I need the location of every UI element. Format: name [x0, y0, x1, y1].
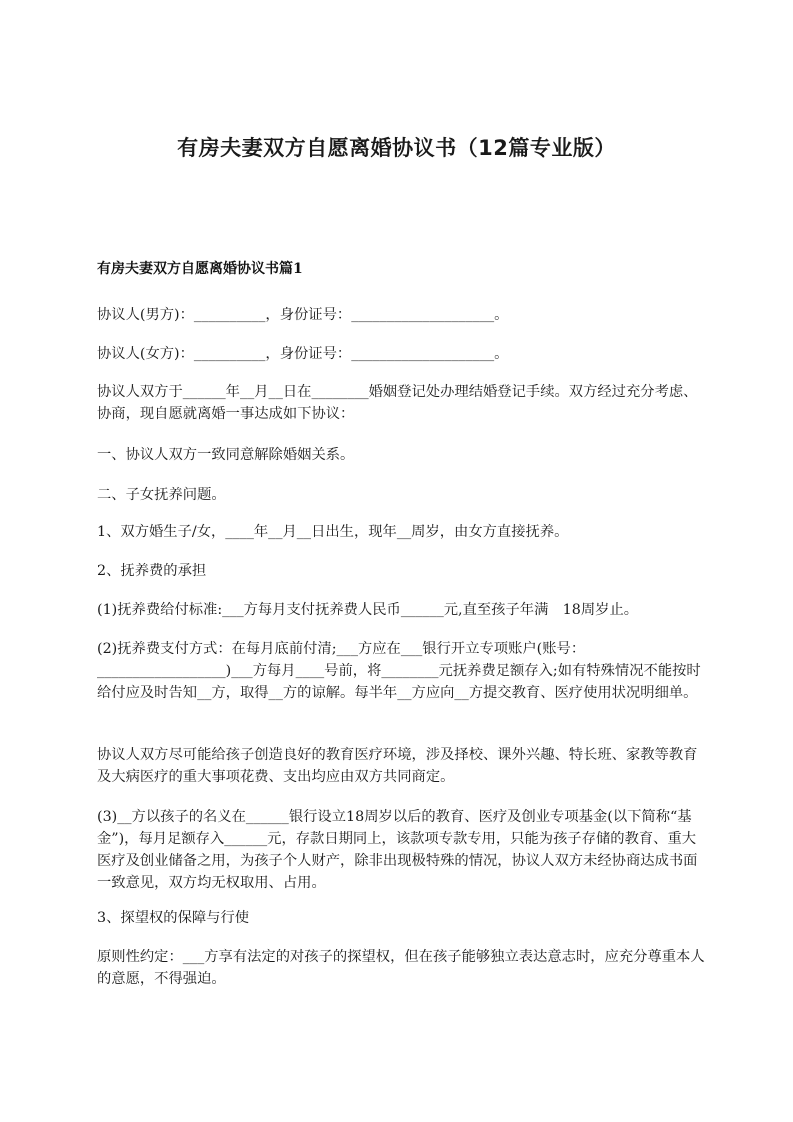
- paragraph-visitation-heading: 3、探望权的保障与行使: [97, 910, 250, 926]
- paragraph-fund: (3)__方以孩子的名义在______银行设立18周岁以后的教育、医疗及创业专项基金(以下简称“基金”)，每月足额存入______元，存款日期同上，该款项专款专用，只能为孩子存储的教育、重大医疗及创业储备之用，为孩子个人财产，除非出现极特殊的情况，协议人双方未经协商达成书面一致意见，双方均无权取用、占用。: [97, 809, 698, 891]
- document-title: 有房夫妻双方自愿离婚协议书（12篇专业版）: [177, 136, 616, 160]
- paragraph-visitation-principle: 原则性约定：___方享有法定的对孩子的探望权，但在孩子能够独立表达意志时，应充分尊重本人的意愿，不得强迫。: [97, 949, 705, 987]
- paragraph-male-party: 协议人(男方)：__________，身份证号：____________________。: [97, 307, 509, 323]
- paragraph-education-environment: 协议人双方尽可能给孩子创造良好的教育医疗环境，涉及择校、课外兴趣、特长班、家教等教育及大病医疗的重大事项花费、支出均应由双方共同商定。: [97, 747, 698, 785]
- paragraph-support-heading: 2、抚养费的承担: [97, 563, 207, 579]
- paragraph-support-standard: (1)抚养费给付标准:___方每月支付抚养费人民币______元,直至孩子年满 18周岁止。: [97, 602, 639, 618]
- section-title: 有房夫妻双方自愿离婚协议书篇1: [97, 261, 303, 277]
- paragraph-child-info: 1、双方婚生子/女，____年__月__日出生，现年__周岁，由女方直接抚养。: [97, 524, 569, 540]
- paragraph-clause-2: 二、子女抚养问题。: [97, 487, 226, 503]
- paragraph-support-payment: (2)抚养费支付方式：在每月底前付清;___方应在___银行开立专项账户(账号：__________________)___方每月____号前，将________元抚养费足额存入;如有特殊情况不能按时给付应及时告知__方，取得__方的谅解。每半年__方应向__方提交教育、医疗使用状况明细单。: [97, 641, 701, 701]
- paragraph-female-party: 协议人(女方)：__________，身份证号：____________________。: [97, 346, 509, 362]
- paragraph-clause-1: 一、协议人双方一致同意解除婚姻关系。: [97, 447, 355, 463]
- paragraph-marriage-registration: 协议人双方于______年__月__日在________婚姻登记处办理结婚登记手续。双方经过充分考虑、协商，现自愿就离婚一事达成如下协议：: [97, 384, 698, 422]
